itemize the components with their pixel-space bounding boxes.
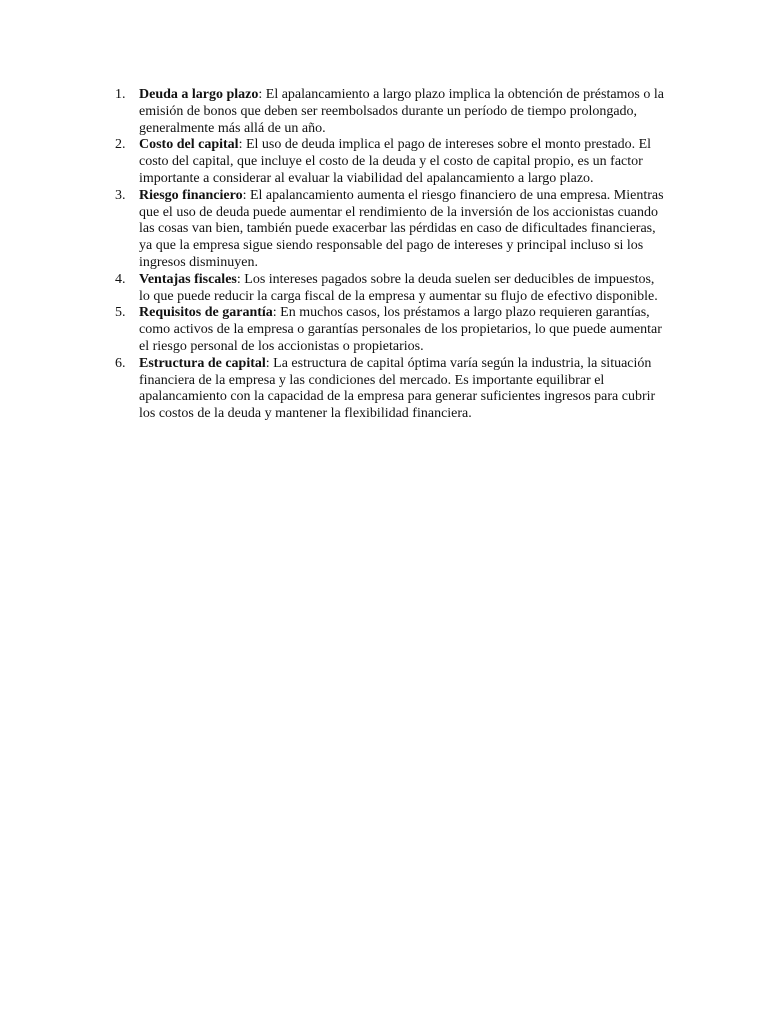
list-item-deuda-a-largo-plazo	[108, 87, 668, 137]
list-item-number: 5.	[115, 305, 126, 321]
list-item-term: Estructura de capital	[139, 355, 266, 371]
numbered-list	[108, 87, 668, 423]
list-item-text: : El uso de deuda implica el pago de intereses sobre el monto prestado. El costo del capital, que incluye el costo de la deuda y el costo de capital propio, es un factor importante a considerar al evaluar la viabilidad del apalancamiento a largo plazo.	[139, 137, 652, 186]
list-item-requisitos-de-garantia	[108, 305, 668, 355]
list-item-term: Costo del capital	[139, 137, 239, 153]
list-item-estructura-de-capital	[108, 356, 668, 423]
list-item-costo-del-capital	[108, 137, 668, 187]
list-item-text: : Los intereses pagados sobre la deuda suelen ser deducibles de impuestos, lo que puede reducir la carga fiscal de la empresa y aumentar su flujo de efectivo disponible.	[139, 271, 658, 304]
list-item-number: 1.	[115, 87, 126, 102]
list-item-term: Riesgo financiero	[139, 187, 243, 203]
list-item-term: Deuda a largo plazo	[139, 87, 259, 102]
list-item-ventajas-fiscales	[108, 272, 668, 306]
list-item-text: : La estructura de capital óptima varía según la industria, la situación financiera de la empresa y las condiciones del mercado. Es importante equilibrar el apalancamiento con la capacidad de la empresa para generar suficientes ingresos para cubrir los costos de la deuda y mantener la flexibilidad financiera.	[139, 355, 656, 422]
list-item-text: : En muchos casos, los préstamos a largo plazo requieren garantías, como activos de la empresa o garantías personales de los propietarios, lo que puede aumentar el riesgo personal de los accionistas o propietarios.	[139, 305, 662, 354]
list-item-number: 6.	[115, 355, 126, 371]
list-item-term: Ventajas fiscales	[139, 271, 237, 287]
list-item-number: 2.	[115, 137, 126, 153]
list-item-text: : El apalancamiento aumenta el riesgo financiero de una empresa. Mientras que el uso de deuda puede aumentar el rendimiento de la inversión de los accionistas cuando las cosas van bien, también puede exacerbar las pérdidas en caso de dificultades financieras, ya que la empresa sigue siendo responsable del pago de intereses y principal incluso si los ingresos disminuyen.	[139, 187, 664, 270]
list-item-text: : El apalancamiento a largo plazo implica la obtención de préstamos o la emisión de bonos que deben ser reembolsados durante un período de tiempo prolongado, generalmente más allá de un año.	[139, 87, 664, 136]
list-item-riesgo-financiero	[108, 188, 668, 272]
list-item-number: 4.	[115, 271, 126, 287]
list-item-term: Requisitos de garantía	[139, 305, 273, 321]
list-item-number: 3.	[115, 187, 126, 203]
